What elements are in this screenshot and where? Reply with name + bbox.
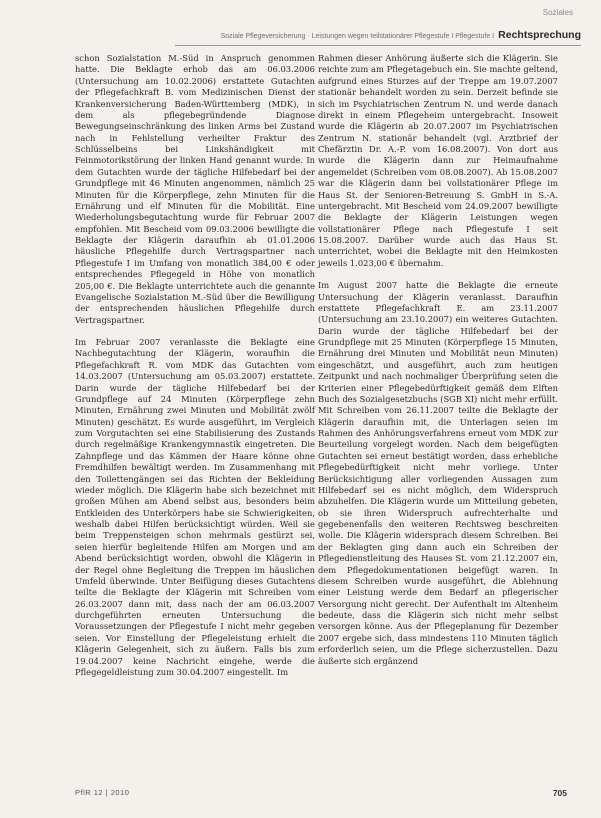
running-header-title: Rechtsprechung xyxy=(498,29,581,41)
header-rule xyxy=(175,45,581,46)
paragraph: Rahmen dieser Anhörung äußerte sich die Klägerin. Sie reichte zum am Pflegetagebuch ein. Sie machte geltend, aufgrund eines Sturzes auf der Treppe am 19.07.2007 stationär behandelt worden zu sein. Derzeit befinde sie sich im Psychiatrischen Zentrum N. und werde danach direkt in einem Pflegeheim untergebracht. Insoweit wurde die Klägerin ab 20.07.2007 im Psychiatrischen Zentrum N. stationär behandelt (vgl. Arztbrief der Chefärztin Dr. A.-P. vom 16.08.2007). Von dort aus wurde die Klägerin dann zur Heimaufnahme angemeldet (Schreiben vom 08.08.2007). Ab 15.08.2007 war die Klägerin dann bei vollstationärer Pflege im Haus St. der Senioren-Betreuung S. GmbH in S.-A. untergebracht. Mit Bescheid vom 24.09.2007 bewilligte die Beklagte der Klägerin Leistungen wegen vollstationärer Pflege nach Pflegestufe I seit 15.08.2007. Darüber wurde auch das Haus St. unterrichtet, wobei die Beklagte mit den Heimkosten jeweils 1.023,00 € übernahm. xyxy=(318,53,558,268)
page-number: 705 xyxy=(552,788,567,798)
running-header xyxy=(175,29,581,43)
text-column-left xyxy=(75,53,315,678)
text-column-right xyxy=(318,53,558,667)
section-tag: Soziales xyxy=(542,8,573,17)
paragraph: schon Sozialstation M.-Süd in Anspruch genommen hatte. Die Beklagte erhob das am 06.03.2006 (Untersuchung am 10.02.2006) erstattete Gutachten der Pflegefachkraft B. vom Medizinischen Dienst der Krankenversicherung Baden-Württemberg (MDK), in dem als pflegebegründende Diagnose Bewegungseinschränkung des linken Arms bei Zustand nach in Fehlstellung verheilter Fraktur des Schlüsselbeins bei Linkshändigkeit mit Feinmotorikstörung der linken Hand genannt wurde. In dem Gutachten wurde der tägliche Hilfebedarf bei der Grundpflege mit 46 Minuten angenommen, nämlich 25 Minuten für die Körperpflege, zehn Minuten für die Ernährung und elf Minuten für die Mobilität. Eine Wiederholungsbegutachtung wurde für Februar 2007 empfohlen. Mit Bescheid vom 09.03.2006 bewilligte die Beklagte der Klägerin daraufhin ab 01.01.2006 häusliche Pflegehilfe durch Vertragspartner nach Pflegestufe I im Umfang von monatlich 384,00 € oder entsprechendes Pflegegeld in Höhe von monatlich 205,00 €. Die Beklagte unterrichtete auch die genannte Evangelische Sozialstation M.-Süd über die Bewilligung der entsprechenden häuslichen Pflegehilfe durch Vertragspartner. xyxy=(75,53,315,325)
paragraph: Im Februar 2007 veranlasste die Beklagte eine Nachbegutachtung der Klägerin, woraufhin die Pflegefachkraft R. vom MDK das Gutachten vom 14.03.2007 (Untersuchung am 05.03.2007) erstattete. Darin wurde der tägliche Hilfebedarf bei der Grundpflege auf 24 Minuten (Körperpflege zehn Minuten, Ernährung zwei Minuten und Mobilität zwölf Minuten) geschätzt. Es wurde ausgeführt, im Vergleich zum Vorgutachten sei eine Stabilisierung des Zustands durch regelmäßige Krankengymnastik eingetreten. Die Zahnpflege und das Kämmen der Haare könne ohne Fremdhilfen bewältigt werden. Im Zusammenhang mit den Toilettengängen sei das Richten der Bekleidung wieder möglich. Die Klägerin habe sich bezeichnet mit großen Mühen am Abend selbst aus, besonders beim Entkleiden des Unterkörpers habe sie Schwierigkeiten, weshalb dabei Hilfen berücksichtigt würden. Weil sie beim Treppensteigen schon mehrmals gestürzt sei, seien hierfür begleitende Hilfen am Morgen und am Abend berücksichtigt worden, obwohl die Klägerin in der Regel ohne Begleitung die Treppen im häuslichen Umfeld überwinde. Unter Beifügung dieses Gutachtens teilte die Beklagte der Klägerin mit Schreiben vom 26.03.2007 dann mit, dass nach der am 06.03.2007 durchgeführten erneuten Untersuchung die Voraussetzungen der Pflegestufe I nicht mehr gegeben seien. Vor Einstellung der Pflegeleistung erhielt die Klägerin Gelegenheit, sich zu äußern. Falls bis zum 19.04.2007 keine Nachricht eingehe, werde die Pflegegeldleistung zum 30.04.2007 eingestellt. Im xyxy=(75,337,315,677)
running-header-subtitle: Soziale Pflegeversicherung · Leistungen wegen teilstationärer Pflegestufe I Pflegestufe I xyxy=(220,33,495,40)
paragraph: Im August 2007 hatte die Beklagte die erneute Untersuchung der Klägerin veranlasst. Daraufhin erstattete Pflegefachkraft E. am 23.11.2007 (Untersuchung am 23.10.2007) ein weiteres Gutachten. Darin wurde der tägliche Hilfebedarf bei der Grundpflege mit 25 Minuten (Körperpflege 15 Minuten, Ernährung drei Minuten und Mobilität neun Minuten) eingeschätzt, und ausgeführt, auch zum heutigen Zeitpunkt und nach nochmaliger Überprüfung seien die Kriterien einer Pflegebedürftigkeit gemäß dem Elften Buch des Sozialgesetzbuchs (SGB XI) nicht mehr erfüllt. Mit Schreiben vom 26.11.2007 teilte die Beklagte der Klägerin daraufhin mit, die Unterlagen seien im Rahmen des Anhörungsverfahrens erneut vom MDK zur Beurteilung vorgelegt worden. Nach dem beigefügten Gutachten sei erneut bestätigt worden, dass erhebliche Pflegebedürftigkeit nicht mehr vorliege. Unter Berücksichtigung aller vorliegenden Aussagen zum Hilfebedarf sei es nicht möglich, dem Widerspruch abzuhelfen. Die Klägerin wurde um Mitteilung gebeten, ob sie ihren Widerspruch aufrechterhalte und gegebenenfalls den weiteren Rechtsweg beschreiten wolle. Die Klägerin widersprach diesem Schreiben. Bei der Beklagten ging dann auch ein Schreiben der Pflegedienstleitung des Hauses St. vom 21.12.2007 ein, dem Pflegedokumentationen beigefügt waren. In diesem Schreiben wurde ausgeführt, die Ablehnung einer Leistung werde dem Bedarf an pflegerischer Versorgung nicht gerecht. Der Aufenthalt im Altenheim bedeute, dass die Klägerin sich nicht mehr selbst versorgen könne. Aus der Pflegeplanung für Dezember 2007 ergebe sich, dass mindestens 110 Minuten täglich erforderlich seien, um die Pflege sicherzustellen. Dazu äußerte sich ergänzend xyxy=(318,280,558,666)
journal-citation: PflR 12 | 2010 xyxy=(75,788,130,797)
